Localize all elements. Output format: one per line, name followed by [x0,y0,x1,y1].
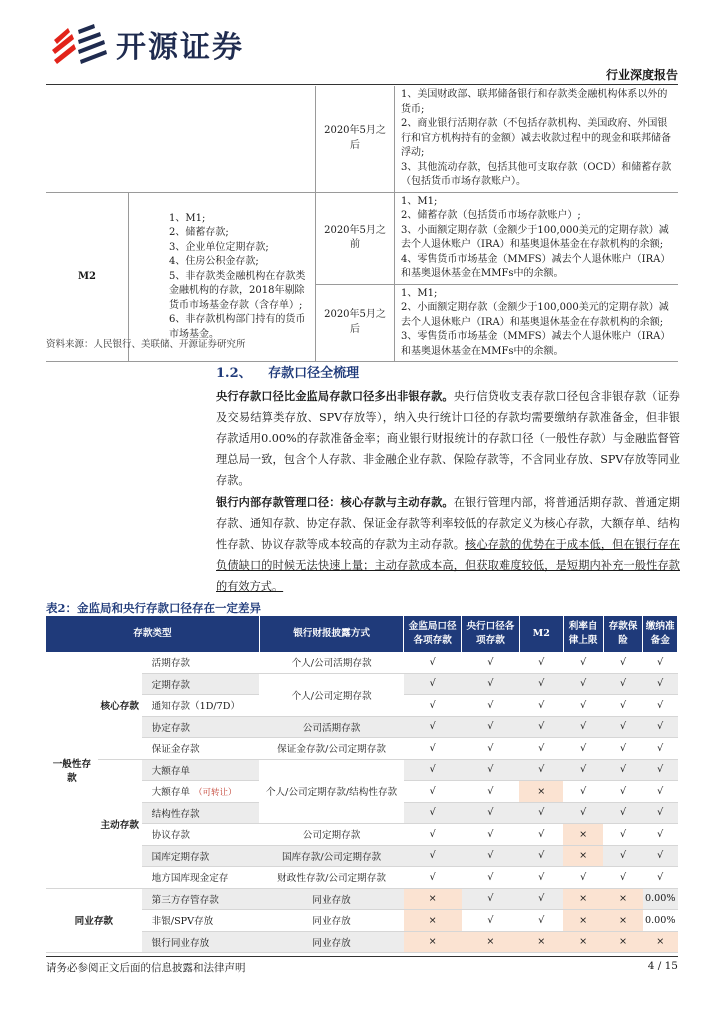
section-number: 1.2、 [216,366,252,381]
desc-cell [395,86,679,192]
deposit-name-text: 非银/SPV存放 [151,916,214,928]
value-cell: √ [404,781,462,803]
paragraph-2-lead: 银行内部存款管理口径：核心存款与主动存款。 [216,495,454,509]
value-cell: √ [519,759,563,781]
table-row [46,910,678,932]
header-regulator: 金监局口径各项存款 [404,616,462,652]
deposit-name-text: 通知存款（1D/7D） [151,701,241,713]
table2-header-row [46,616,678,652]
paragraph-2-body: 在银行管理内部，将普通活期存款、普通定期存款、通知存款、协定存款、保证金存款等利率较低的存款定义为核心存款，大额存单、结构性存款、协议存款等成本较高的存款为主动存款。 [216,496,680,551]
value-cell: × [519,781,563,803]
table-row [46,673,678,695]
disclosure-cell: 公司定期存款 [259,824,403,846]
value-cell: √ [643,867,678,889]
money-supply-table [46,86,678,362]
desc-line: 1、美国财政部、联邦储备银行和存款类金融机构体系以外的货币; [401,89,668,115]
value-cell: √ [462,716,520,738]
group-active-label: 主动存款 [98,759,142,888]
paragraph-1 [216,386,680,491]
header-deposit-type: 存款类型 [46,616,259,652]
table-row [46,759,678,781]
value-cell: √ [603,652,643,673]
m1-after-row [46,86,678,192]
deposit-name-text: 银行同业存放 [151,937,210,949]
footer-rule [46,956,678,957]
value-cell: √ [603,867,643,889]
value-cell: √ [404,867,462,889]
value-cell: × [462,931,520,953]
period-cell: 2020年5月之后 [316,284,395,362]
value-cell: × [404,931,462,953]
value-cell: √ [643,824,678,846]
value-cell: √ [519,888,563,910]
section-title: 存款口径全梳理 [268,366,360,381]
table2-title: 表2：金监局和央行存款口径存在一定差异 [46,601,261,615]
deposit-name [142,673,260,695]
value-cell: √ [603,716,643,738]
m2-item: 1、M1; [169,212,206,224]
desc-line: 2、商业银行活期存款（不包括存款机构、美国政府、外国银行和官方机构持有的金额）减去收款过程中的现金和联邦储备浮动; [401,118,671,158]
value-cell: × [563,931,603,953]
value-cell: √ [404,824,462,846]
value-cell: √ [462,781,520,803]
desc-line: 3、小面额定期存款（金额少于100,000美元的定期存款）减去个人退休账户（IRA）和基奥退休基金在存款机构的余额; [401,224,669,250]
value-cell: √ [643,802,678,824]
disclosure-cell: 个人/公司活期存款 [259,652,403,673]
value-cell: √ [563,867,603,889]
desc-line: 3、其他流动存款，包括其他可支取存款（OCD）和储蓄存款（包括货币市场存款账户）。 [401,161,672,187]
page-header [0,0,724,90]
paragraph-2 [216,492,680,597]
m1-items-cell [129,86,316,192]
disclosure-cell: 财政性存款/公司定期存款 [259,867,403,889]
value-cell: √ [404,845,462,867]
m1-type-cell [46,86,129,192]
deposit-name-text: 协议存款 [151,830,191,842]
deposit-name-text: 保证金存款 [151,744,200,756]
value-cell: × [563,910,603,932]
value-cell: √ [462,695,520,717]
value-cell: √ [643,652,678,673]
deposit-name-text: 结构性存款 [151,808,200,820]
value-cell: √ [603,781,643,803]
desc-cell [395,284,679,362]
value-cell: √ [603,695,643,717]
value-cell: √ [643,738,678,760]
header-insurance: 存款保险 [603,616,643,652]
value-cell: × [603,931,643,953]
value-cell: √ [462,845,520,867]
deposit-name [142,738,260,760]
disclosure-cell: 同业存放 [259,910,403,932]
table-row [46,931,678,953]
value-cell: × [603,910,643,932]
deposit-name [142,802,260,824]
value-cell: √ [643,845,678,867]
header-m2: M2 [519,616,563,652]
deposit-name [142,845,260,867]
brand-logo [48,22,244,66]
value-cell: √ [404,652,462,673]
value-cell: √ [603,824,643,846]
value-cell: √ [563,673,603,695]
desc-line: 1、M1; [401,195,438,207]
value-cell: √ [563,781,603,803]
table1-source: 资料来源：人民银行、美联储、开源证券研究所 [46,339,246,350]
value-cell: 0.00% [643,888,678,910]
value-cell: √ [563,802,603,824]
header-rate-cap: 利率自律上限 [563,616,603,652]
value-cell: √ [603,845,643,867]
section-heading [216,362,359,381]
disclosure-cell: 个人/公司定期存款/结构性存款 [259,759,403,824]
deposit-name [142,716,260,738]
value-cell: √ [519,802,563,824]
header-pboc: 央行口径各项存款 [462,616,520,652]
deposit-note: （可转让） [194,788,237,799]
value-cell: √ [404,673,462,695]
disclosure-cell: 个人/公司定期存款 [259,673,403,716]
deposit-name-text: 大额存单 [151,787,191,799]
desc-line: 1、M1; [401,287,438,299]
value-cell: √ [519,910,563,932]
value-cell: √ [643,695,678,717]
value-cell: √ [462,652,520,673]
value-cell: √ [563,759,603,781]
value-cell: √ [563,695,603,717]
period-cell: 2020年5月之后 [316,86,395,192]
desc-line: 2、储蓄存款（包括货币市场存款账户）; [401,210,581,221]
value-cell: √ [643,716,678,738]
value-cell: √ [603,673,643,695]
desc-line: 3、零售货币市场基金（MMFS）减去个人退休账户（IRA）和基奥退休基金在MMFs中的余额。 [401,331,671,357]
value-cell: √ [519,845,563,867]
value-cell: × [643,931,678,953]
table-row [46,652,678,673]
table-row [46,867,678,889]
table-row [46,888,678,910]
value-cell: × [563,845,603,867]
page-number: 4 / 15 [647,960,678,972]
deposit-name [142,888,260,910]
value-cell: × [404,910,462,932]
value-cell: √ [603,759,643,781]
value-cell: × [563,888,603,910]
value-cell: √ [404,802,462,824]
deposit-name [142,695,260,717]
value-cell: 0.00% [643,910,678,932]
brand-name: 开源证券 [116,30,244,65]
deposit-name-text: 国库定期存款 [151,851,210,863]
deposit-name-text: 活期存款 [151,658,191,670]
footer-disclaimer: 请务必参阅正文后面的信息披露和法律声明 [46,962,246,974]
header-reserve: 缴纳准备金 [643,616,678,652]
header-rule [46,84,678,85]
paragraph-2-underlined: 核心存款的优势在于成本低，但在银行存在负债缺口的时候无法快速上量；主动存款成本高，但获取难度较低，是短期内补充一般性存款的有效方式。 [216,538,680,593]
value-cell: √ [603,738,643,760]
value-cell: √ [462,759,520,781]
value-cell: √ [519,652,563,673]
deposit-name-text: 协定存款 [151,722,191,734]
deposit-name-text: 第三方存管存款 [151,894,219,906]
value-cell: √ [519,716,563,738]
deposit-name-text: 定期存款 [151,679,191,691]
period-cell: 2020年5月之前 [316,192,395,284]
desc-line: 4、零售货币市场基金（MMFS）减去个人退休账户（IRA）和基奥退休基金在MMFs中的余额。 [401,253,671,279]
deposit-name-text: 大额存单 [151,765,191,777]
disclosure-cell: 公司活期存款 [259,716,403,738]
value-cell: × [603,888,643,910]
m2-type-cell: M2 [46,192,129,362]
m2-item: 3、企业单位定期存款; [169,241,269,253]
value-cell: × [563,824,603,846]
group-interbank-label: 同业存款 [46,888,142,953]
deposit-comparison-table [46,616,678,953]
deposit-name [142,759,260,781]
disclosure-cell: 保证金存款/公司定期存款 [259,738,403,760]
value-cell: √ [462,867,520,889]
value-cell: √ [519,695,563,717]
deposit-name [142,910,260,932]
value-cell: √ [462,888,520,910]
m2-item: 4、住房公积金存款; [169,256,259,267]
value-cell: √ [462,738,520,760]
disclosure-cell: 国库存款/公司定期存款 [259,845,403,867]
table-row [46,738,678,760]
table-row [46,824,678,846]
m2-item: 6、非存款机构部门持有的货币市场基金。 [169,314,306,340]
deposit-name [142,781,260,803]
group-core-label: 核心存款 [98,652,142,759]
deposit-name [142,867,260,889]
value-cell: √ [519,673,563,695]
value-cell: √ [563,652,603,673]
m2-item: 5、非存款类金融机构在存款类金融机构的存款，2018年剔除货币市场基金存款（含存单）; [169,270,306,311]
value-cell: √ [462,824,520,846]
m2-item: 2、储蓄存款; [169,227,229,238]
value-cell: √ [519,738,563,760]
paragraph-1-lead: 央行存款口径比金监局存款口径多出非银存款。 [216,389,454,403]
table-row [46,845,678,867]
desc-line: 2、小面额定期存款（金额少于100,000美元的定期存款）减去个人退休账户（IRA）和基奥退休基金在存款机构的余额; [401,302,669,328]
value-cell: √ [563,738,603,760]
value-cell: √ [404,738,462,760]
value-cell: √ [519,824,563,846]
disclosure-cell: 同业存放 [259,931,403,953]
deposit-name [142,931,260,953]
value-cell: √ [603,802,643,824]
desc-cell [395,192,679,284]
table-row [46,716,678,738]
report-type: 行业深度报告 [605,68,678,82]
disclosure-cell: 同业存放 [259,888,403,910]
group-general-label: 一般性存款 [46,652,98,888]
m2-before-row [46,192,678,284]
deposit-name-text: 地方国库现金定存 [151,873,229,885]
deposit-name [142,652,260,673]
header-disclosure: 银行财报披露方式 [259,616,403,652]
value-cell: √ [519,867,563,889]
value-cell: √ [643,673,678,695]
value-cell: √ [462,673,520,695]
value-cell: √ [404,716,462,738]
value-cell: × [404,888,462,910]
value-cell: √ [462,910,520,932]
value-cell: √ [462,802,520,824]
value-cell: √ [643,759,678,781]
deposit-name [142,824,260,846]
value-cell: √ [404,695,462,717]
brand-logo-icon [48,22,110,66]
value-cell: √ [563,716,603,738]
value-cell: √ [643,781,678,803]
paragraph-1-body: 央行信贷收支表存款口径包含非银存款（证券及交易结算类存放、SPV存放等），纳入央行统计口径的存款均需要缴纳存款准备金，但非银存款适用0.00%的存款准备金率；商业银行财报统计的存款口径（一般性存款）与金融监督管理总局一致，包含个人存款、非金融企业存款、保险存款等，不含同业存放、SPV存放等同业存款。 [216,390,680,487]
value-cell: × [519,931,563,953]
value-cell: √ [404,759,462,781]
